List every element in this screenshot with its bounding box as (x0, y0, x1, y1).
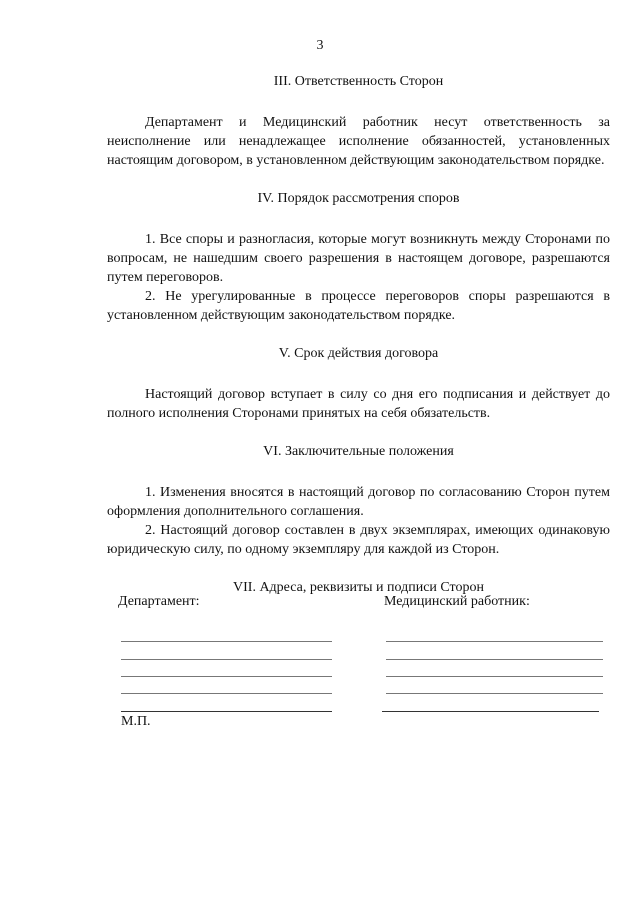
section-title: IV. Порядок рассмотрения споров (257, 191, 460, 206)
paragraph: 1. Изменения вносятся в настоящий договор по согласованию Сторон путем оформления дополнительного соглашения. (107, 485, 610, 519)
signature-line (121, 711, 332, 712)
section-term (107, 344, 610, 423)
signature-line (121, 659, 332, 660)
stamp-label: М.П. (121, 714, 151, 729)
signature-label-department: Департамент: (118, 594, 200, 609)
signature-line (386, 659, 603, 660)
signature-line (386, 641, 603, 642)
page-number: 3 (316, 38, 324, 53)
signature-line (386, 676, 603, 677)
paragraph: 2. Не урегулированные в процессе переговоров споры разрешаются в установленном действующим законодательством порядке. (107, 289, 610, 323)
document-body (107, 72, 610, 619)
signature-line (121, 641, 332, 642)
section-addresses (107, 578, 610, 597)
section-title: V. Срок действия договора (278, 346, 439, 361)
section-title: VII. Адреса, реквизиты и подписи Сторон (233, 580, 484, 595)
section-title: III. Ответственность Сторон (273, 74, 444, 89)
signature-line (121, 693, 332, 694)
section-disputes (107, 189, 610, 325)
paragraph: Департамент и Медицинский работник несут ответственность за неисполнение или ненадлежащее исполнение обязанностей, установленных настоящим договором, в установленном действующим законодательством порядке. (107, 115, 610, 168)
section-responsibility (107, 72, 610, 170)
paragraph: 2. Настоящий договор составлен в двух экземплярах, имеющих одинаковую юридическую силу, по одному экземпляру для каждой из Сторон. (107, 523, 610, 557)
section-final (107, 442, 610, 559)
signature-label-medical-worker: Медицинский работник: (384, 594, 530, 609)
signature-line (386, 693, 603, 694)
signature-line (121, 676, 332, 677)
paragraph: 1. Все споры и разногласия, которые могут возникнуть между Сторонами по вопросам, не нашедшим своего разрешения в настоящем договоре, разрешаются путем переговоров. (107, 232, 610, 285)
section-title: VI. Заключительные положения (263, 444, 454, 459)
signature-line (382, 711, 599, 712)
paragraph: Настоящий договор вступает в силу со дня его подписания и действует до полного исполнения Сторонами принятых на себя обязательств. (107, 387, 610, 421)
